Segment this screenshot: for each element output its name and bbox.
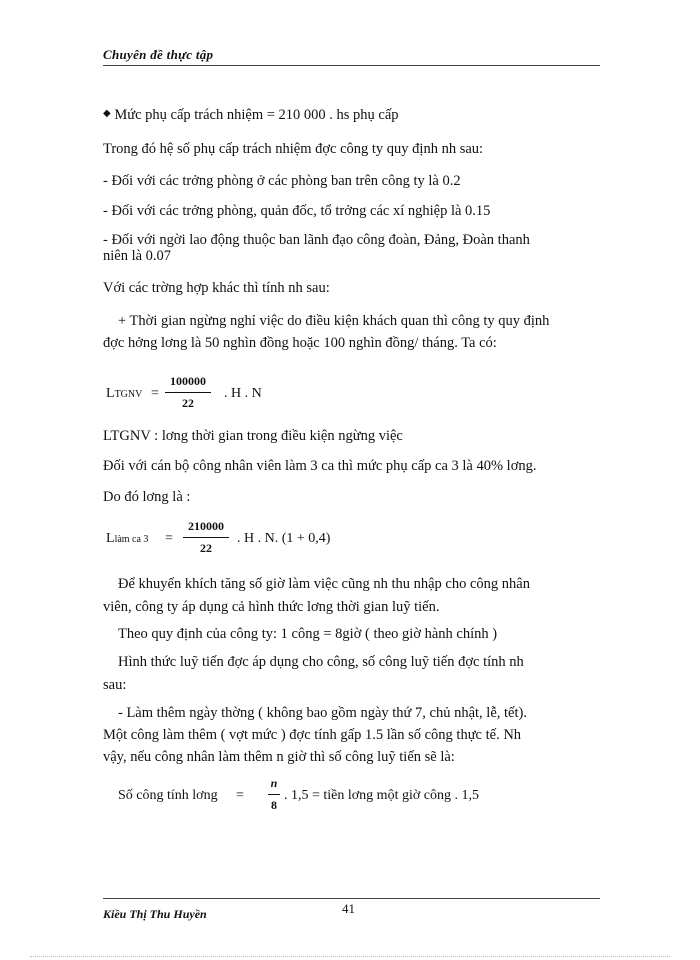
formula-so-cong: [118, 774, 558, 818]
formula-rest: . H . N: [224, 386, 262, 401]
paragraph-line: Với các trờng hợp khác thì tính nh sau:: [103, 280, 330, 296]
denominator: 22: [182, 396, 194, 410]
bullet-icon: ◆: [103, 108, 111, 119]
paragraph-line: Trong đó hệ số phụ cấp trách nhiệm đợc công ty quy định nh sau:: [103, 141, 484, 157]
equals-sign: =: [151, 386, 159, 401]
formula-lhs: Llàm ca 3: [106, 531, 149, 546]
paragraph-line: Hình thức luỹ tiến đợc áp dụng cho công, số công luỹ tiến đợc tính nh: [118, 654, 524, 670]
page-footer: [103, 898, 600, 921]
page-bottom-divider: [30, 956, 670, 957]
paragraph-line: viên, công ty áp dụng cả hình thức lơng thời gian luỹ tiến.: [103, 599, 440, 615]
paragraph-line: vậy, nếu công nhân làm thêm n giờ thì số công luỹ tiến sẽ là:: [103, 749, 455, 765]
numerator: 100000: [170, 374, 206, 388]
text: Mức phụ cấp trách nhiệm = 210 000 . hs phụ cấp: [114, 107, 399, 123]
paragraph-line: Một công làm thêm ( vợt mức ) đợc tính gấp 1.5 lần số công thực tế. Nh: [103, 727, 522, 743]
paragraph-line: Để khuyến khích tăng số giờ làm việc cũng nh thu nhập cho công nhân: [118, 576, 530, 592]
paragraph-line: Theo quy định của công ty: 1 công = 8giờ ( theo giờ hành chính ): [118, 626, 498, 642]
fraction-bar: [165, 392, 211, 393]
formula-lamca3: [103, 517, 423, 561]
paragraph-line: - Đối với các trởng phòng ở các phòng ban trên công ty là 0.2: [103, 173, 461, 189]
formula-lhs: LTGNV: [106, 386, 143, 401]
fraction-bar: [268, 794, 280, 795]
denominator: 8: [271, 798, 277, 812]
page-header: [103, 47, 600, 66]
paragraph-line: + Thời gian ngừng nghỉ việc do điều kiện khách quan thì công ty quy định: [118, 313, 550, 329]
footer-author: Kiều Thị Thu Huyền: [103, 907, 207, 921]
page-number: 41: [342, 901, 355, 916]
formula-rest: . H . N. (1 + 0,4): [237, 531, 331, 546]
numerator: n: [270, 776, 278, 790]
paragraph-line: - Đối với các trởng phòng, quản đốc, tổ trởng các xí nghiệp là 0.15: [103, 203, 491, 219]
equals-sign: =: [236, 788, 244, 803]
formula-lhs: Số công tính lơng: [118, 788, 218, 803]
formula-rest: . 1,5 = tiền lơng một giờ công . 1,5: [284, 788, 479, 803]
paragraph-line: Do đó lơng là :: [103, 489, 191, 505]
paragraph-line: [103, 107, 399, 124]
fraction-bar: [183, 537, 229, 538]
paragraph-line: LTGNV : lơng thời gian trong điều kiện ngừng việc: [103, 428, 403, 444]
numerator: 210000: [188, 519, 224, 533]
paragraph-line: - Làm thêm ngày thờng ( không bao gồm ngày thứ 7, chủ nhật, lễ, tết).: [118, 705, 527, 721]
paragraph-line: - Đối với ngời lao động thuộc ban lãnh đạo công đoàn, Đảng, Đoàn thanh: [103, 232, 530, 248]
formula-ltgnv: [103, 372, 403, 416]
paragraph-line: đợc hởng lơng là 50 nghìn đồng hoặc 100 nghìn đồng/ tháng. Ta có:: [103, 335, 497, 351]
paragraph-line: niên là 0.07: [103, 248, 172, 264]
paragraph-line: sau:: [103, 677, 127, 693]
equals-sign: =: [165, 531, 173, 546]
denominator: 22: [200, 541, 212, 555]
header-title: Chuyên đề thực tập: [103, 47, 214, 62]
paragraph-line: Đối với cán bộ công nhân viên làm 3 ca thì mức phụ cấp ca 3 là 40% lơng.: [103, 458, 537, 474]
